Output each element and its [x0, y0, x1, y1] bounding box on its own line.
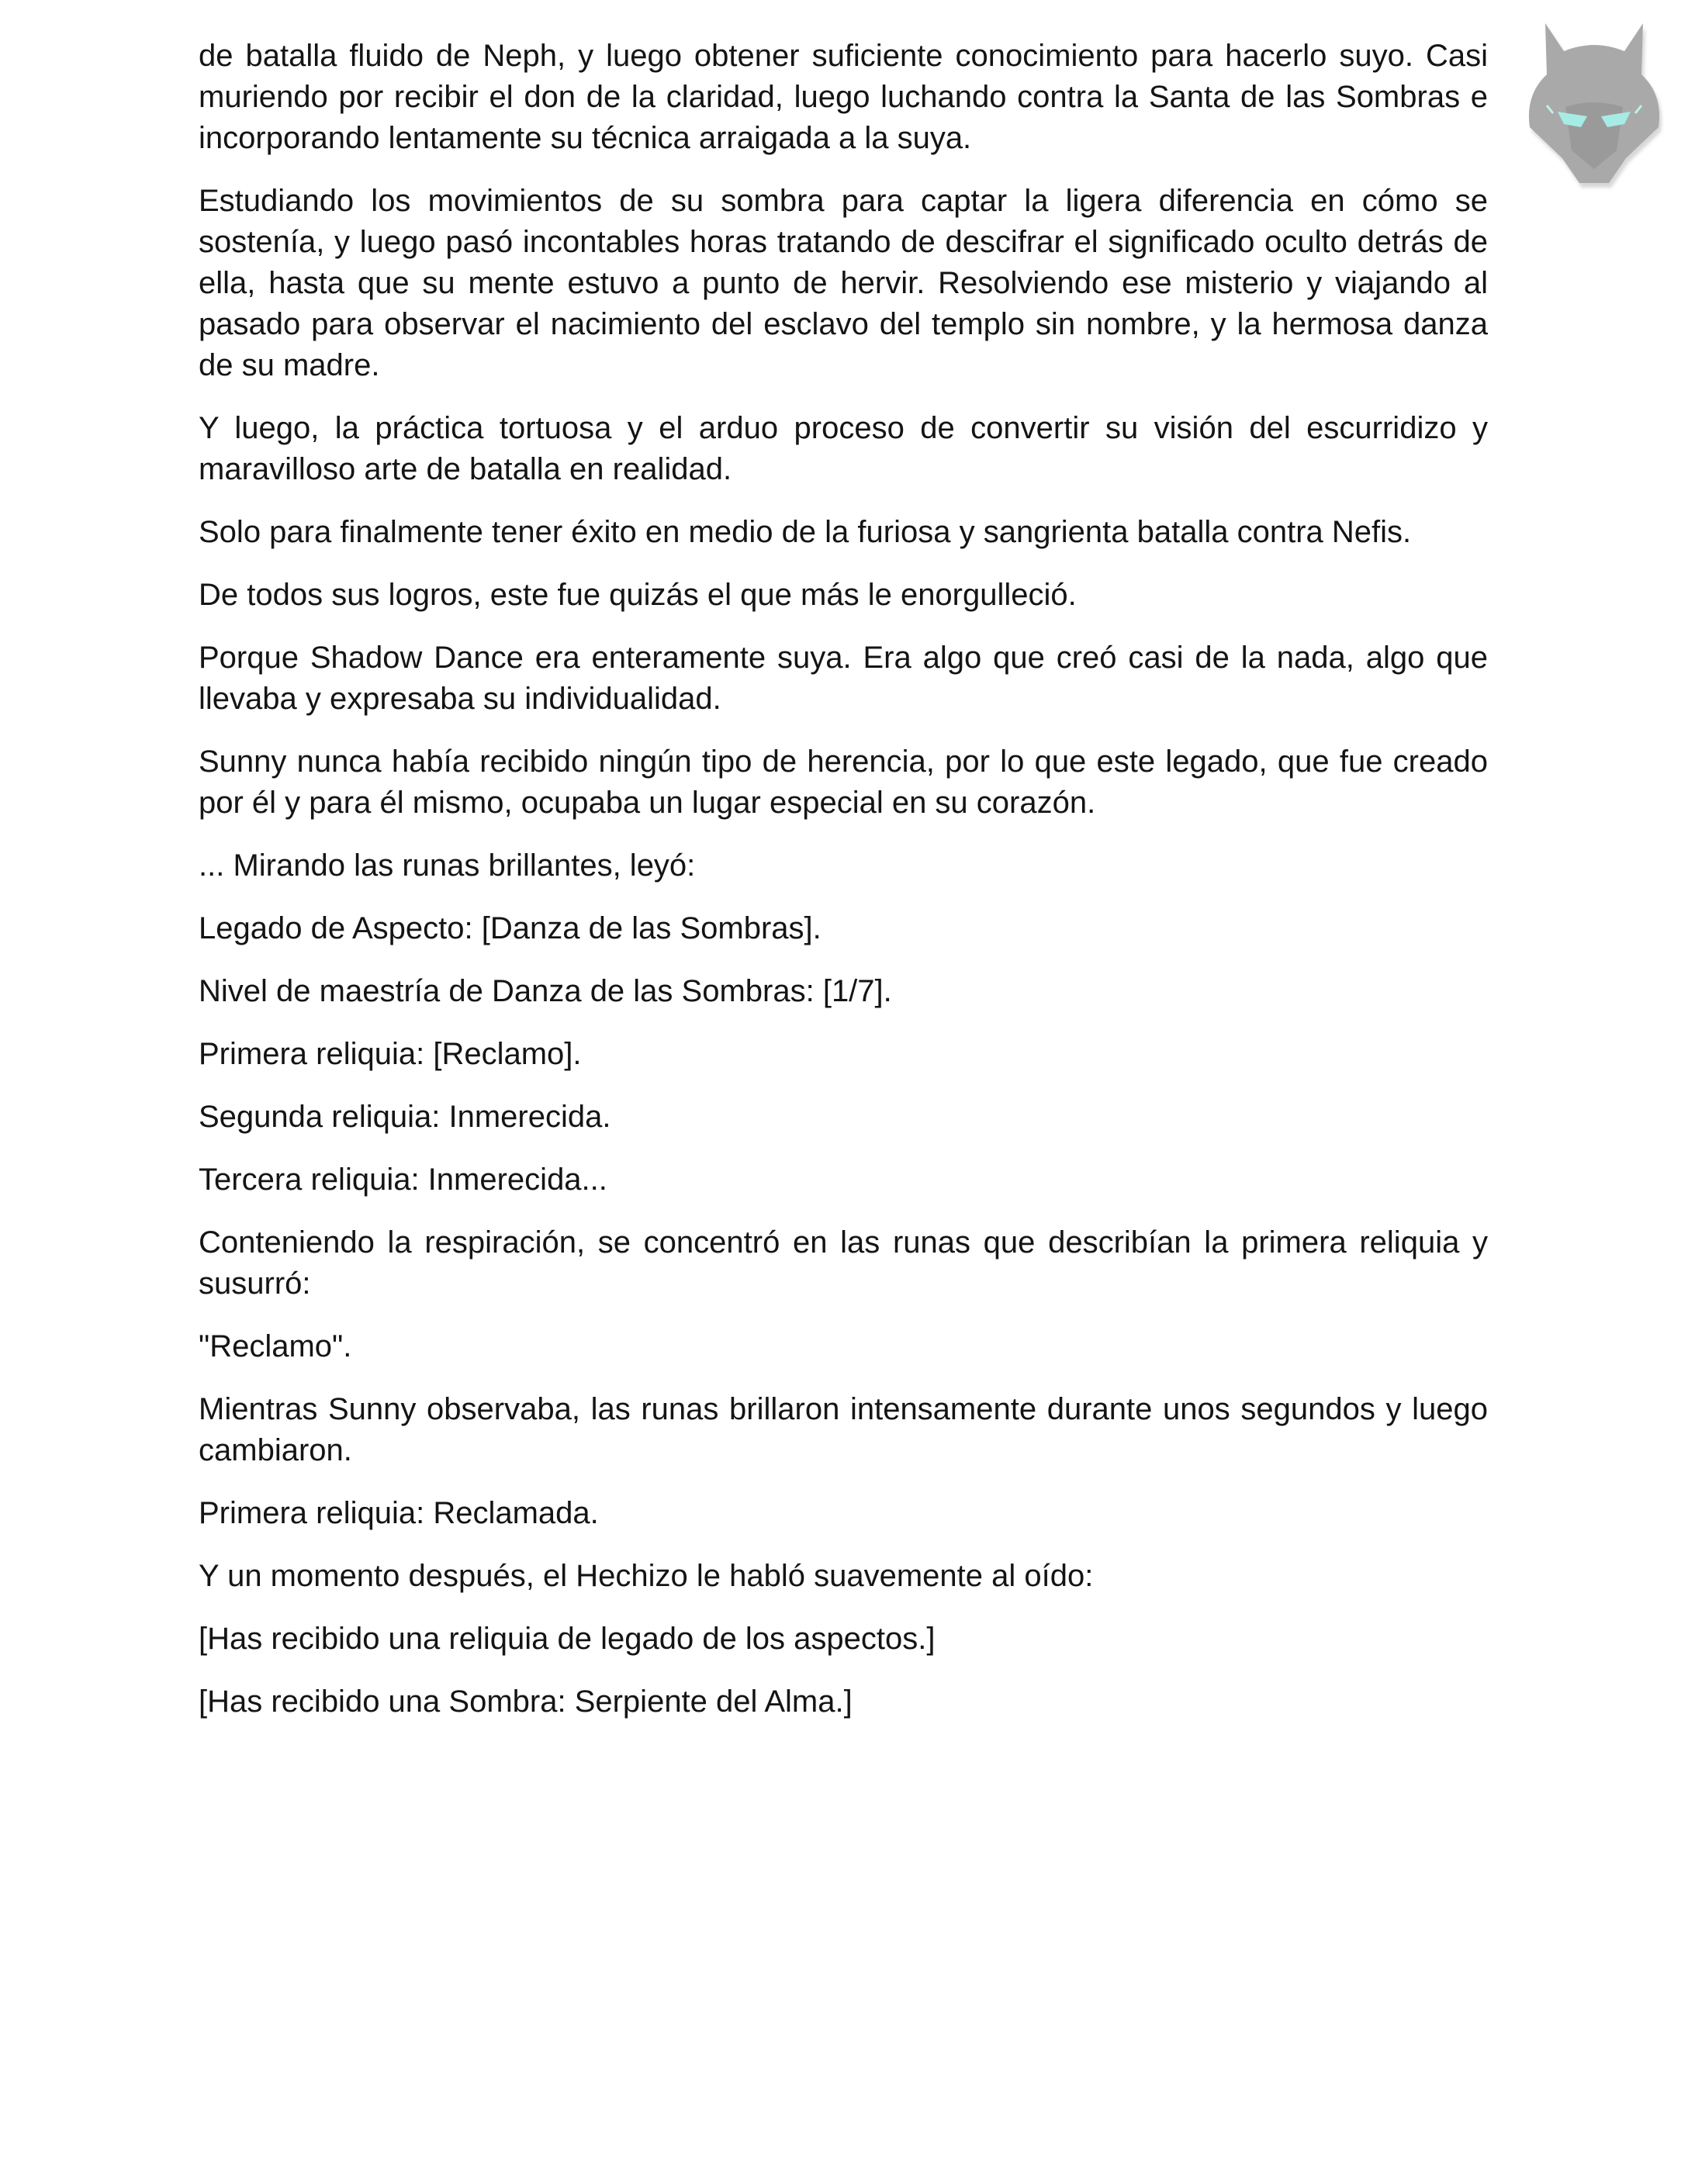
demon-head-icon	[1520, 14, 1668, 192]
paragraph: Solo para finalmente tener éxito en medio de la furiosa y sangrienta batalla contra Nefis.	[199, 515, 1412, 549]
paragraph: Tercera reliquia: Inmerecida...	[199, 1163, 607, 1197]
paragraph: ... Mirando las runas brillantes, leyó:	[199, 848, 696, 883]
paragraph: Primera reliquia: Reclamada.	[199, 1496, 599, 1530]
paragraph: Y luego, la práctica tortuosa y el arduo proceso de convertir su visión del escurridizo y maravilloso arte de batalla en realidad.	[199, 411, 1488, 486]
paragraph: [Has recibido una Sombra: Serpiente del Alma.]	[199, 1685, 853, 1719]
paragraph: Conteniendo la respiración, se concentró en las runas que describían la primera reliquia y susurró:	[199, 1225, 1488, 1301]
paragraph: Primera reliquia: [Reclamo].	[199, 1037, 582, 1071]
paragraph: Mientras Sunny observaba, las runas brillaron intensamente durante unos segundos y luego cambiaron.	[199, 1392, 1488, 1467]
paragraph: Nivel de maestría de Danza de las Sombras: [1/7].	[199, 974, 892, 1008]
paragraph: de batalla fluido de Neph, y luego obtener suficiente conocimiento para hacerlo suyo. Casi muriendo por recibir el don de la claridad, luego luchando contra la Santa de las Sombras e incorporando lentamente su técnica arraigada a la suya.	[199, 39, 1488, 155]
paragraph: Sunny nunca había recibido ningún tipo de herencia, por lo que este legado, que fue creado por él y para él mismo, ocupaba un lugar especial en su corazón.	[199, 745, 1488, 820]
paragraph: Y un momento después, el Hechizo le habló suavemente al oído:	[199, 1559, 1094, 1593]
paragraph: Estudiando los movimientos de su sombra para captar la ligera diferencia en cómo se sostenía, y luego pasó incontables horas tratando de descifrar el significado oculto detrás de ella, hasta que su mente estuvo a punto de hervir. Resolviendo ese misterio y viajando al pasado para observar el nacimiento del esclavo del templo sin nombre, y la hermosa danza de su madre.	[199, 184, 1488, 382]
paragraph: Legado de Aspecto: [Danza de las Sombras].	[199, 911, 822, 945]
paragraph: Porque Shadow Dance era enteramente suya. Era algo que creó casi de la nada, algo que llevaba y expresaba su individualidad.	[199, 641, 1488, 716]
paragraph: Segunda reliquia: Inmerecida.	[199, 1100, 611, 1134]
paragraph: "Reclamo".	[199, 1329, 352, 1363]
paragraph: De todos sus logros, este fue quizás el que más le enorgulleció.	[199, 578, 1077, 612]
page-text	[199, 36, 1488, 1744]
paragraph: [Has recibido una reliquia de legado de los aspectos.]	[199, 1622, 936, 1656]
